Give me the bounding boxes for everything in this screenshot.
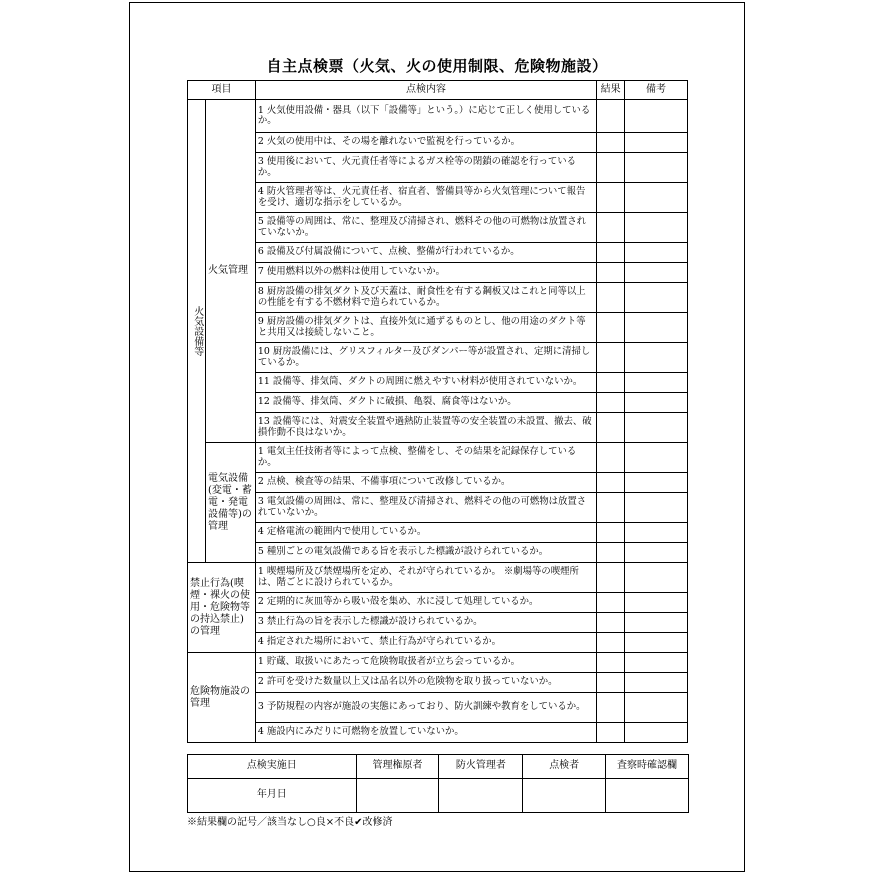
table-row [188, 473, 688, 493]
check-item: 9 厨房設備の排気ダクトは、直接外気に通ずるものとし、他の用途のダクト等と共用又は接続しないこと。 [255, 313, 596, 343]
check-item: 5 種別ごとの電気設備である旨を表示した標識が設けられているか。 [255, 543, 596, 563]
check-item: 3 使用後において、火元責任者等によるガス栓等の閉鎖の確認を行っているか。 [255, 153, 596, 183]
result-cell[interactable] [597, 313, 625, 343]
result-cell[interactable] [597, 343, 625, 373]
check-item: 11 設備等、排気筒、ダクトの周囲に燃えやすい材料が使用されていないか。 [255, 373, 596, 393]
table-row [188, 153, 688, 183]
check-item: 13 設備等には、対震安全装置や過熱防止装置等の安全装置の未設置、撤去、破損作動不良はないか。 [255, 413, 596, 443]
check-item: 8 厨房設備の排気ダクト及び天蓋は、耐食性を有する鋼板又はこれと同等以上の性能を有する不燃材料で造られているか。 [255, 283, 596, 313]
result-cell[interactable] [597, 543, 625, 563]
note-cell[interactable] [625, 183, 688, 213]
result-cell[interactable] [597, 673, 625, 693]
table-row [188, 373, 688, 393]
table-row [188, 693, 688, 723]
check-item: 4 定格電流の範囲内で使用しているか。 [255, 523, 596, 543]
table-row [188, 613, 688, 633]
result-cell[interactable] [597, 243, 625, 263]
date-header: 点検実施日 [188, 755, 357, 779]
table-row [188, 263, 688, 283]
check-item: 2 許可を受けた数量以上又は品名以外の危険物を取り扱っていないか。 [255, 673, 596, 693]
note-cell[interactable] [625, 263, 688, 283]
result-cell[interactable] [597, 413, 625, 443]
note-cell[interactable] [625, 243, 688, 263]
group-label: 電気設備(変電・蓄電・発電設備等)の管理 [205, 443, 255, 563]
header-result: 結果 [597, 81, 625, 100]
note-cell[interactable] [625, 493, 688, 523]
note-cell[interactable] [625, 633, 688, 653]
fire-manager-header: 防火管理者 [439, 755, 523, 779]
note-cell[interactable] [625, 543, 688, 563]
note-cell[interactable] [625, 523, 688, 543]
result-cell[interactable] [597, 473, 625, 493]
table-row [188, 523, 688, 543]
note-cell[interactable] [625, 373, 688, 393]
result-cell[interactable] [597, 723, 625, 743]
table-row [188, 563, 688, 593]
note-cell[interactable] [625, 563, 688, 593]
result-cell[interactable] [597, 283, 625, 313]
result-cell[interactable] [597, 153, 625, 183]
note-cell[interactable] [625, 153, 688, 183]
result-cell[interactable] [597, 443, 625, 473]
check-item: 4 防火管理者等は、火元責任者、宿直者、警備員等から火気管理について報告を受け、適切な指示をしているか。 [255, 183, 596, 213]
result-cell[interactable] [597, 653, 625, 673]
note-cell[interactable] [625, 133, 688, 153]
check-item: 3 電気設備の周囲は、常に、整理及び清掃され、燃料その他の可燃物は放置されていないか。 [255, 493, 596, 523]
table-row [188, 653, 688, 673]
table-row [188, 313, 688, 343]
inspection-check-header: 査察時確認欄 [606, 755, 689, 779]
table-row [188, 593, 688, 613]
result-cell[interactable] [597, 493, 625, 523]
note-cell[interactable] [625, 723, 688, 743]
checklist-table [187, 80, 688, 743]
fire-manager-sign-field[interactable] [439, 779, 523, 813]
note-cell[interactable] [625, 343, 688, 373]
note-cell[interactable] [625, 213, 688, 243]
group-label: 危険物施設の管理 [188, 653, 256, 743]
note-cell[interactable] [625, 673, 688, 693]
legend-footnote: ※結果欄の記号／該当なし○良×不良✔改修済 [187, 817, 393, 828]
table-row [188, 493, 688, 523]
note-cell[interactable] [625, 283, 688, 313]
check-item: 5 設備等の周囲は、常に、整理及び清掃され、燃料その他の可燃物は放置されていないか。 [255, 213, 596, 243]
signature-table [187, 754, 689, 813]
note-cell[interactable] [625, 593, 688, 613]
note-cell[interactable] [625, 473, 688, 493]
table-row [188, 543, 688, 563]
date-field[interactable]: 年月日 [188, 779, 357, 813]
table-row [188, 723, 688, 743]
table-row [188, 393, 688, 413]
inspector-sign-field[interactable] [523, 779, 606, 813]
table-row [188, 100, 688, 133]
check-item: 1 貯蔵、取扱いにあたって危険物取扱者が立ち会っているか。 [255, 653, 596, 673]
check-item: 4 指定された場所において、禁止行為が守られているか。 [255, 633, 596, 653]
header-content: 点検内容 [255, 81, 596, 100]
inspection-check-field[interactable] [606, 779, 689, 813]
table-row [188, 673, 688, 693]
check-item: 3 予防規程の内容が施設の実態にあっており、防火訓練や教育をしているか。 [255, 693, 596, 723]
check-item: 1 電気主任技術者等によって点検、整備をし、その結果を記録保存しているか。 [255, 443, 596, 473]
check-item: 3 禁止行為の旨を表示した標識が設けられているか。 [255, 613, 596, 633]
manager-header: 管理権原者 [356, 755, 439, 779]
check-item: 4 施設内にみだりに可燃物を放置していないか。 [255, 723, 596, 743]
note-cell[interactable] [625, 393, 688, 413]
inspector-header: 点検者 [523, 755, 606, 779]
result-cell[interactable] [597, 593, 625, 613]
result-cell[interactable] [597, 693, 625, 723]
result-cell[interactable] [597, 393, 625, 413]
table-row [188, 343, 688, 373]
note-cell[interactable] [625, 313, 688, 343]
check-item: 7 使用燃料以外の燃料は使用していないか。 [255, 263, 596, 283]
table-row [188, 213, 688, 243]
check-item: 10 厨房設備には、グリスフィルター及びダンパー等が設置され、定期に清掃しているか。 [255, 343, 596, 373]
note-cell[interactable] [625, 100, 688, 133]
result-cell[interactable] [597, 563, 625, 593]
result-cell[interactable] [597, 213, 625, 243]
header-note: 備考 [625, 81, 688, 100]
group-label: 禁止行為(喫煙・裸火の使用・危険物等の持込禁止)の管理 [188, 563, 256, 653]
check-item: 1 喫煙場所及び禁煙場所を定め、それが守られているか。 ※劇場等の喫煙所は、階ごとに設けられているか。 [255, 563, 596, 593]
note-cell[interactable] [625, 653, 688, 673]
table-row [188, 283, 688, 313]
result-cell[interactable] [597, 613, 625, 633]
result-cell[interactable] [597, 523, 625, 543]
check-item: 2 定期的に灰皿等から吸い殻を集め、水に浸して処理しているか。 [255, 593, 596, 613]
result-cell[interactable] [597, 133, 625, 153]
table-row [188, 183, 688, 213]
note-cell[interactable] [625, 443, 688, 473]
result-cell[interactable] [597, 263, 625, 283]
note-cell[interactable] [625, 613, 688, 633]
category-fire-equipment: 火気設備等 [188, 100, 206, 563]
table-row [188, 133, 688, 153]
result-cell[interactable] [597, 183, 625, 213]
check-item: 2 火気の使用中は、その場を離れないで監視を行っているか。 [255, 133, 596, 153]
result-cell[interactable] [597, 100, 625, 133]
page-title: 自主点検票（火気、火の使用制限、危険物施設） [266, 57, 608, 75]
note-cell[interactable] [625, 413, 688, 443]
table-header [188, 81, 688, 100]
check-item: 1 火気使用設備・器具（以下「設備等」という。）に応じて正しく使用しているか。 [255, 100, 596, 133]
table-row [188, 243, 688, 263]
manager-sign-field[interactable] [356, 779, 439, 813]
check-item: 12 設備等、排気筒、ダクトに破損、亀裂、腐食等はないか。 [255, 393, 596, 413]
table-row [188, 633, 688, 653]
check-item: 6 設備及び付属設備について、点検、整備が行われているか。 [255, 243, 596, 263]
table-row [188, 413, 688, 443]
result-cell[interactable] [597, 373, 625, 393]
note-cell[interactable] [625, 693, 688, 723]
table-row [188, 443, 688, 473]
check-item: 2 点検、検査等の結果、不備事項について改修しているか。 [255, 473, 596, 493]
result-cell[interactable] [597, 633, 625, 653]
header-item: 項目 [188, 81, 256, 100]
group-label: 火気管理 [205, 100, 255, 443]
